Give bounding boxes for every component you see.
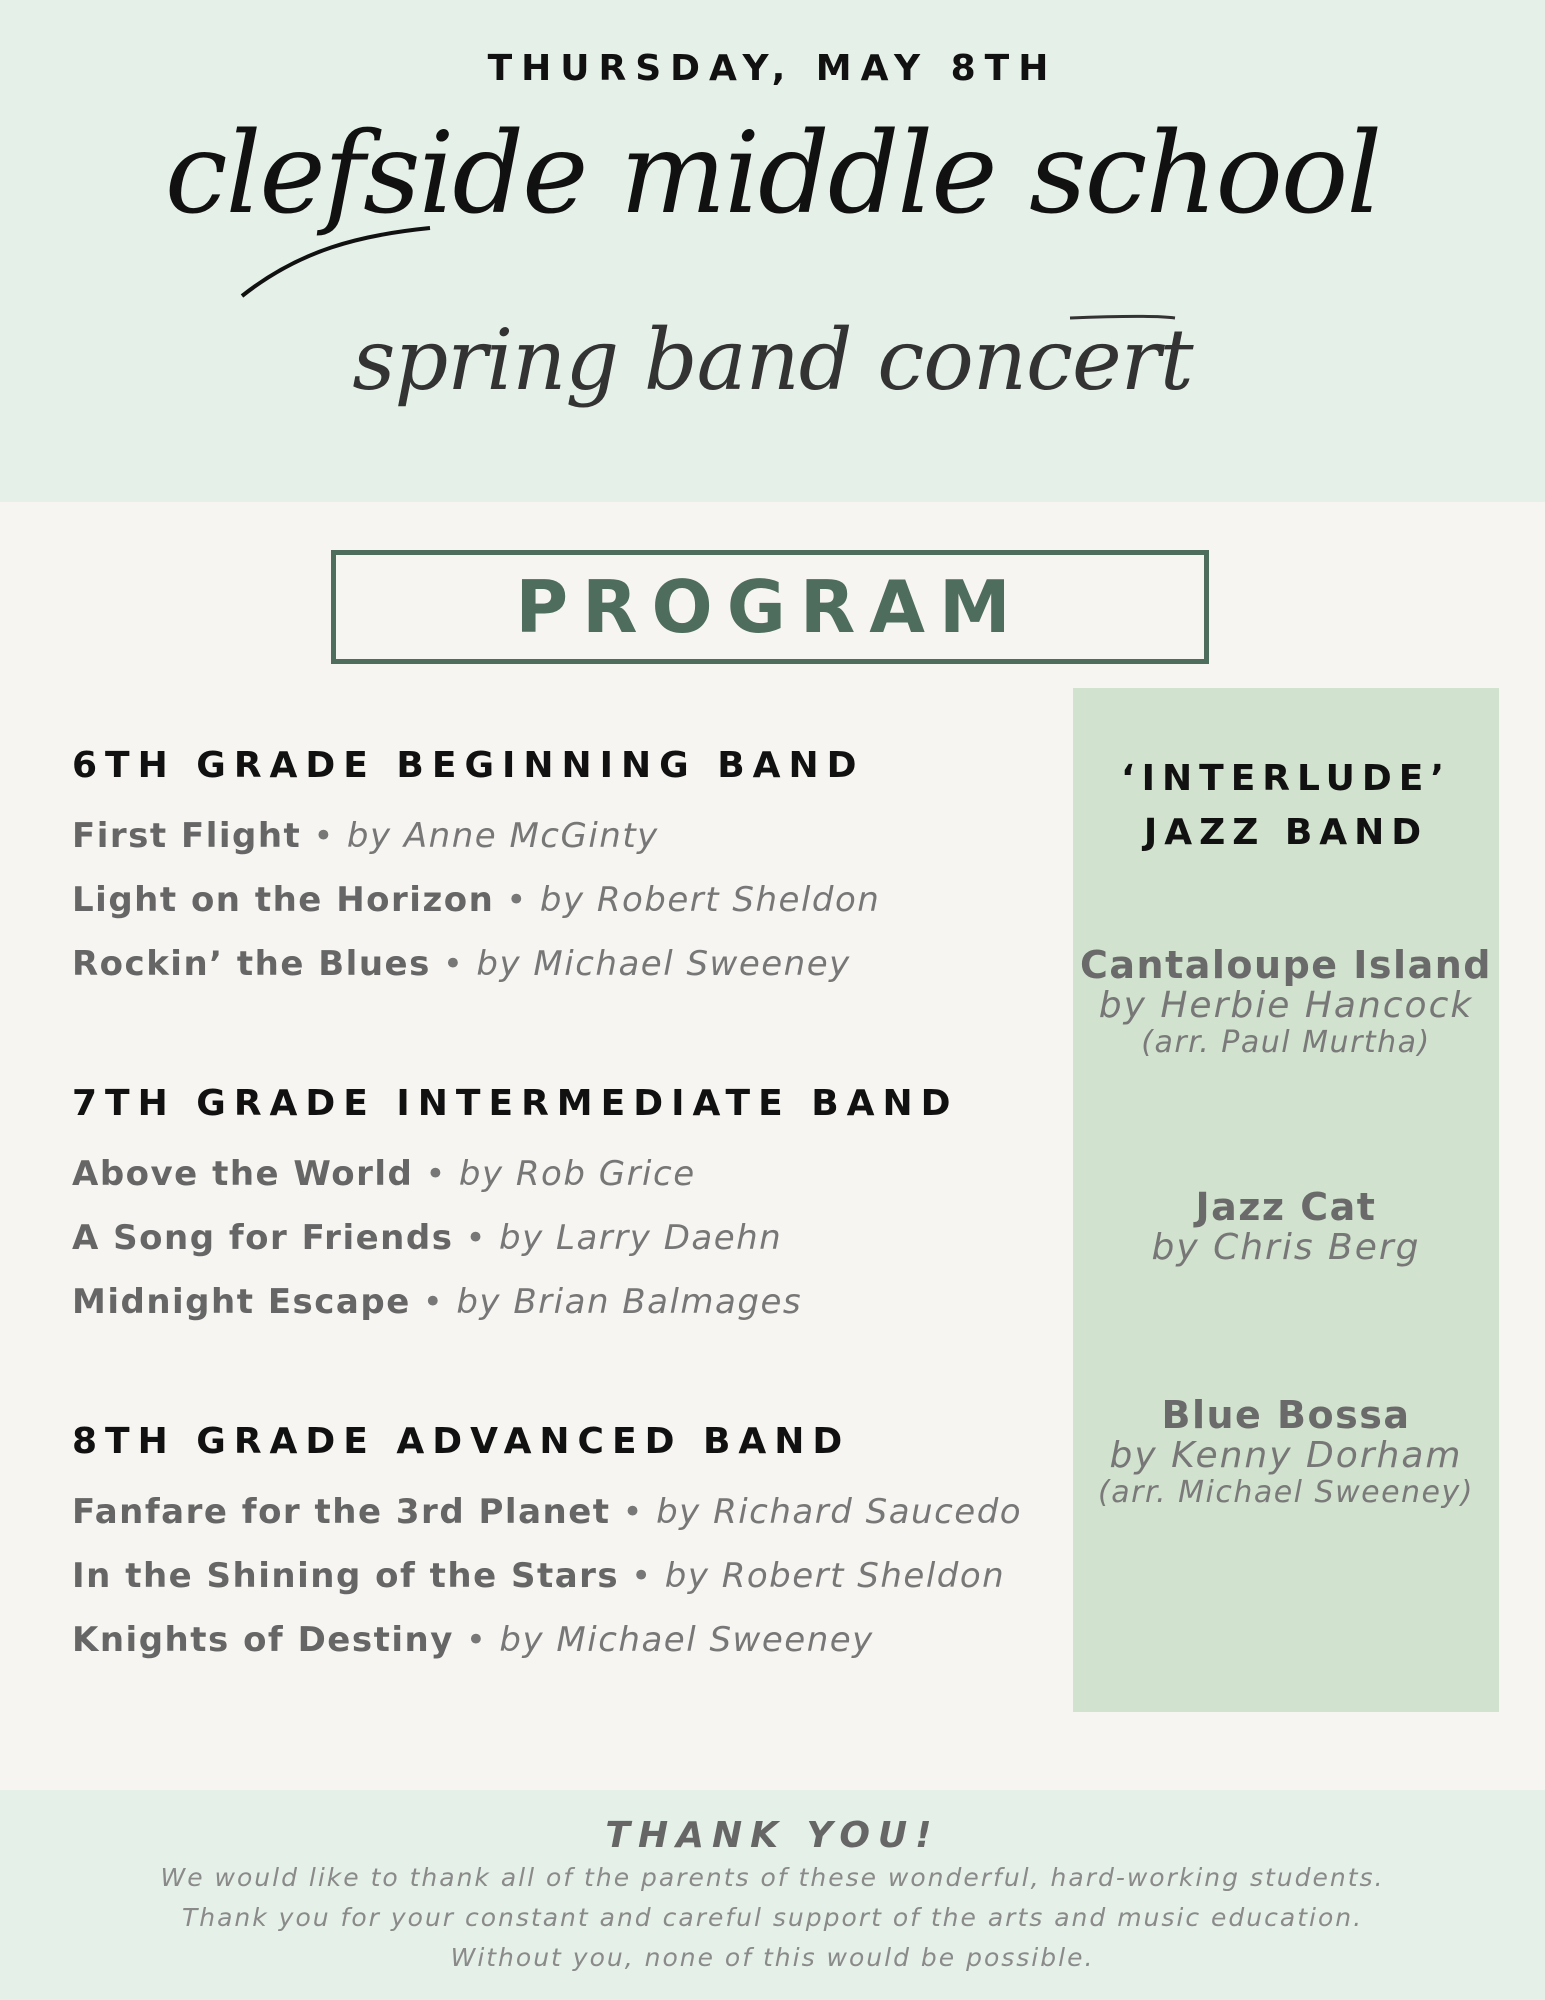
event-name: spring band concert	[352, 311, 1193, 409]
thank-you-footer	[0, 1790, 1545, 2000]
jazz-piece-arranger: (arr. Michael Sweeney)	[1098, 1475, 1474, 1510]
jazz-band-heading	[1073, 752, 1499, 860]
bullet-icon: •	[622, 1492, 645, 1532]
jazz-piece	[1073, 944, 1499, 1060]
piece-title: Fanfare for the 3rd Planet	[72, 1492, 611, 1532]
section-heading: 6TH GRADE BEGINNING BAND	[72, 745, 865, 786]
section-6th-grade	[72, 740, 1052, 996]
bullet-icon: •	[313, 816, 335, 856]
jazz-band-sidebar	[1073, 688, 1499, 1712]
jazz-piece-arranger: (arr. Paul Murtha)	[1141, 1025, 1431, 1060]
piece-title: Light on the Horizon	[72, 880, 495, 920]
piece-title: In the Shining of the Stars	[72, 1556, 620, 1596]
jazz-piece-title: Cantaloupe Island	[1080, 943, 1492, 987]
piece-title: Above the World	[72, 1154, 414, 1194]
event-date: THURSDAY, MAY 8TH	[487, 48, 1058, 89]
thank-you-title: THANK YOU!	[605, 1815, 940, 1856]
bullet-icon: •	[425, 1154, 447, 1194]
piece-title: Rockin’ the Blues	[72, 944, 431, 984]
jazz-piece-composer: by Chris Berg	[1151, 1227, 1421, 1268]
piece-title: First Flight	[72, 816, 302, 856]
section-heading: 7TH GRADE INTERMEDIATE BAND	[72, 1083, 959, 1124]
list-item	[72, 1270, 1052, 1334]
jazz-piece-title: Jazz Cat	[1195, 1185, 1377, 1229]
school-name: clefside middle school	[164, 109, 1381, 239]
piece-composer: by Rob Grice	[458, 1154, 696, 1194]
list-item	[72, 1480, 1052, 1544]
band-program-list	[72, 740, 1052, 1672]
bullet-icon: •	[422, 1282, 445, 1322]
piece-composer: by Robert Sheldon	[539, 880, 881, 920]
piece-composer: by Michael Sweeney	[499, 1620, 874, 1660]
piece-composer: by Anne McGinty	[346, 816, 659, 856]
jazz-piece	[1073, 1186, 1499, 1268]
section-heading: 8TH GRADE ADVANCED BAND	[72, 1421, 851, 1462]
list-item	[72, 804, 1052, 868]
list-item	[72, 1206, 1052, 1270]
piece-title: Knights of Destiny	[72, 1620, 454, 1660]
list-item	[72, 1544, 1052, 1608]
list-item	[72, 1608, 1052, 1672]
jazz-piece-composer: by Herbie Hancock	[1098, 985, 1474, 1026]
bullet-icon: •	[465, 1620, 488, 1660]
thank-you-line: Without you, none of this would be possible.	[450, 1943, 1095, 1972]
jazz-heading-line1: ‘INTERLUDE’	[1120, 758, 1452, 799]
piece-title: A Song for Friends	[72, 1218, 454, 1258]
bullet-icon: •	[631, 1556, 653, 1596]
piece-composer: by Robert Sheldon	[664, 1556, 1006, 1596]
program-heading: PROGRAM	[515, 565, 1025, 649]
jazz-heading-line2: JAZZ BAND	[1143, 812, 1429, 853]
piece-composer: by Brian Balmages	[456, 1282, 803, 1322]
list-item	[72, 932, 1052, 996]
list-item	[72, 868, 1052, 932]
decorative-swash-icon	[0, 0, 1545, 502]
section-8th-grade	[72, 1416, 1052, 1672]
jazz-piece-composer: by Kenny Dorham	[1109, 1435, 1463, 1476]
piece-composer: by Richard Saucedo	[656, 1492, 1023, 1532]
piece-composer: by Larry Daehn	[499, 1218, 783, 1258]
section-7th-grade	[72, 1078, 1052, 1334]
jazz-piece-title: Blue Bossa	[1161, 1393, 1411, 1437]
header-banner	[0, 0, 1545, 502]
thank-you-line: We would like to thank all of the parents of these wonderful, hard-working students.	[160, 1863, 1385, 1892]
jazz-piece	[1073, 1394, 1499, 1510]
piece-title: Midnight Escape	[72, 1282, 411, 1322]
bullet-icon: •	[465, 1218, 488, 1258]
bullet-icon: •	[442, 944, 465, 984]
thank-you-line: Thank you for your constant and careful support of the arts and music education.	[181, 1903, 1364, 1932]
list-item	[72, 1142, 1052, 1206]
program-heading-box	[331, 550, 1209, 664]
bullet-icon: •	[506, 880, 528, 920]
piece-composer: by Michael Sweeney	[476, 944, 851, 984]
